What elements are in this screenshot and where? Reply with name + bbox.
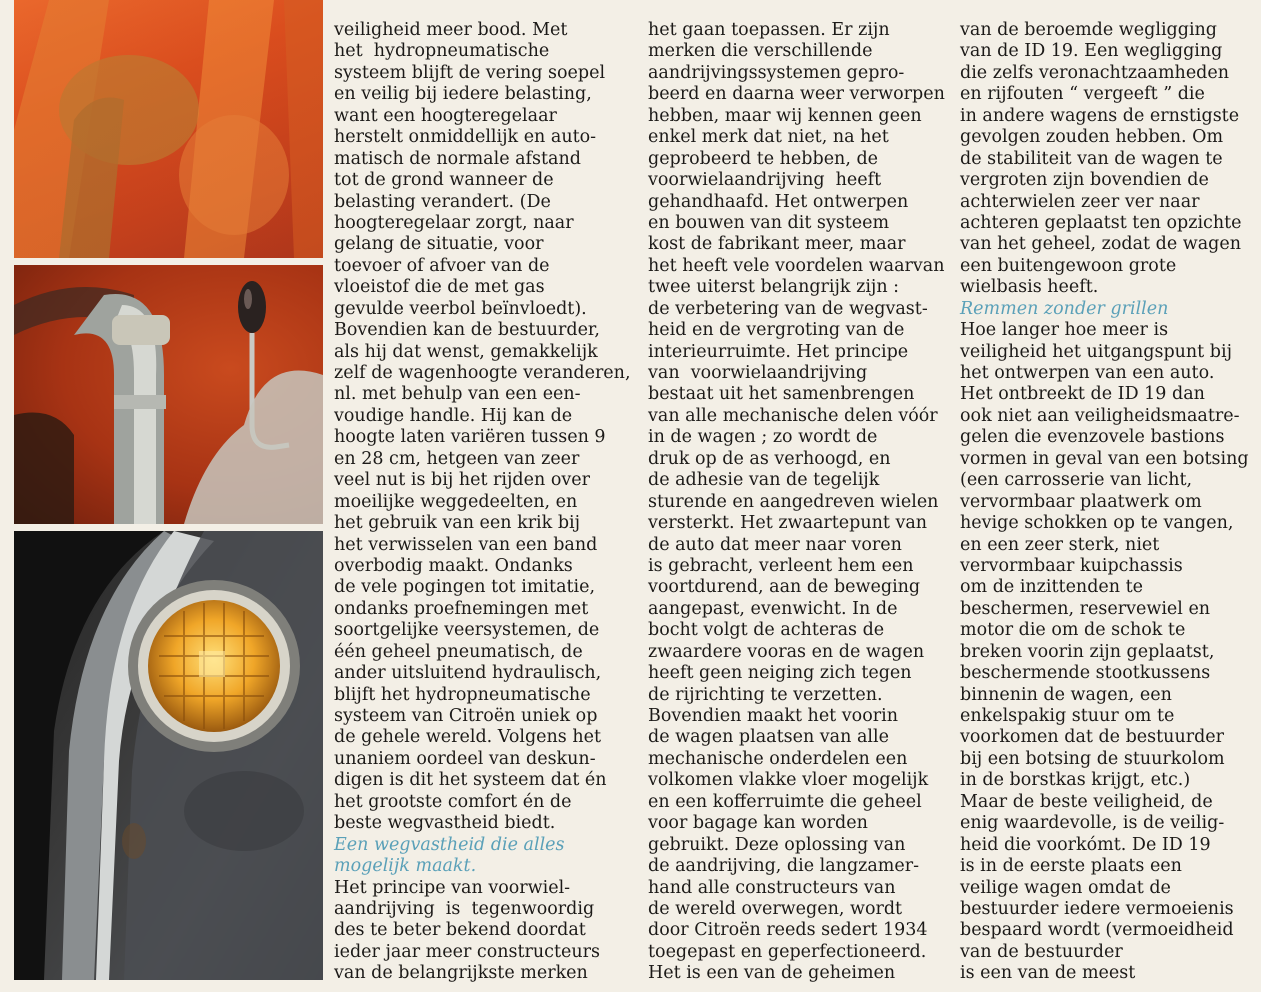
text-line: het gaan toepassen. Er zijn bbox=[648, 20, 890, 40]
text-line: als hij dat wenst, gemakkelijk bbox=[334, 341, 598, 362]
text-line: sturende en aangedreven wielen bbox=[648, 491, 939, 512]
text-line: vervormbaar kuipchassis bbox=[960, 555, 1183, 576]
text-line: interieurruimte. Het principe bbox=[648, 341, 909, 362]
text-line: gelang de situatie, voor bbox=[334, 234, 544, 255]
text-line: vormen in geval van een botsing bbox=[960, 448, 1249, 469]
text-line: ondanks proefnemingen met bbox=[334, 598, 589, 619]
text-line: des te beter bekend doordat bbox=[334, 920, 586, 941]
text-line: de wereld overwegen, wordt bbox=[648, 898, 903, 919]
section-heading-line: Remmen zonder grillen bbox=[960, 298, 1169, 319]
text-line: voorkomen dat de bestuurder bbox=[960, 727, 1225, 748]
text-line: door Citroën reeds sedert 1934 bbox=[648, 920, 928, 941]
text-line: (een carrosserie van licht, bbox=[960, 470, 1193, 491]
text-line: aandrijvingssystemen gepro- bbox=[648, 62, 905, 83]
text-line: voortdurend, aan de beweging bbox=[648, 577, 921, 598]
text-line: het hydropneumatische bbox=[334, 41, 550, 62]
text-line: moeilijke weggedeelten, en bbox=[334, 491, 578, 512]
text-line: het gebruik van een krik bij bbox=[334, 513, 581, 534]
text-line: is gebracht, verleent hem een bbox=[648, 555, 914, 576]
text-line: ieder jaar meer constructeurs bbox=[334, 941, 600, 962]
photo-letters-id bbox=[14, 0, 323, 258]
text-line: vloeistof die de met gas bbox=[334, 277, 545, 298]
text-line: toevoer of afvoer van de bbox=[334, 255, 550, 276]
text-line: nl. met behulp van een een- bbox=[334, 384, 581, 405]
text-line: heid die voorkómt. De ID 19 bbox=[960, 834, 1211, 855]
text-line: breken voorin zijn geplaatst, bbox=[960, 641, 1215, 662]
text-line: de adhesie van de tegelijk bbox=[648, 470, 880, 491]
text-line: het grootste comfort én de bbox=[334, 791, 572, 812]
text-line: is in de eerste plaats een bbox=[960, 856, 1182, 877]
text-line: om de inzittenden te bbox=[960, 577, 1143, 598]
text-line: hevige schokken op te vangen, bbox=[960, 513, 1234, 534]
text-line: en bouwen van dit systeem bbox=[648, 212, 890, 233]
text-line: in andere wagens de ernstigste bbox=[960, 105, 1240, 126]
text-line: gevulde veerbol beïnvloedt). bbox=[334, 298, 587, 319]
text-line: gelen die evenzovele bastions bbox=[960, 427, 1225, 448]
text-line: het verwisselen van een band bbox=[334, 534, 598, 555]
text-line: hoogte laten variëren tussen 9 bbox=[334, 427, 606, 448]
text-line: gevolgen zouden hebben. Om bbox=[960, 127, 1224, 148]
text-line: voorwielaandrijving heeft bbox=[648, 170, 882, 191]
text-line: digen is dit het systeem dat én bbox=[334, 770, 607, 791]
text-line: Maar de beste veiligheid, de bbox=[960, 791, 1213, 812]
text-line: en een kofferruimte die geheel bbox=[648, 791, 922, 812]
text-line: en een zeer sterk, niet bbox=[960, 534, 1160, 555]
text-line: de gehele wereld. Volgens het bbox=[334, 727, 602, 748]
text-line: mechanische onderdelen een bbox=[648, 748, 908, 769]
text-line: en veilig bij iedere belasting, bbox=[334, 84, 592, 105]
text-line: in de wagen ; zo wordt de bbox=[648, 427, 878, 448]
text-line: Bovendien kan de bestuurder, bbox=[334, 320, 600, 341]
text-line: systeem blijft de vering soepel bbox=[334, 62, 606, 83]
text-line: wielbasis heeft. bbox=[960, 277, 1099, 298]
text-line: de auto dat meer naar voren bbox=[648, 534, 902, 555]
text-line: vervormbaar plaatwerk om bbox=[960, 491, 1202, 512]
text-line: motor die om de schok te bbox=[960, 620, 1186, 641]
text-line: soortgelijke veersystemen, de bbox=[334, 620, 600, 641]
text-line: veiligheid meer bood. Met bbox=[334, 20, 568, 40]
text-line: enig waardevolle, is de veilig- bbox=[960, 813, 1225, 834]
text-line: merken die verschillende bbox=[648, 41, 873, 62]
photo-indicator-lamp bbox=[14, 531, 323, 980]
text-line: achterwielen zeer ver naar bbox=[960, 191, 1200, 212]
text-line: van de belangrijkste merken bbox=[334, 963, 588, 984]
text-line: want een hoogteregelaar bbox=[334, 105, 557, 126]
text-line: een buitengewoon grote bbox=[960, 255, 1177, 276]
text-line: binnenin de wagen, een bbox=[960, 684, 1172, 705]
text-line: één geheel pneumatisch, de bbox=[334, 641, 583, 662]
text-line: enkelspakig stuur om te bbox=[960, 706, 1175, 726]
section-heading-line: Een wegvastheid die alles bbox=[334, 834, 565, 855]
text-line: kost de fabrikant meer, maar bbox=[648, 234, 906, 255]
text-line: blijft het hydropneumatische bbox=[334, 684, 591, 705]
text-line: aandrijving is tegenwoordig bbox=[334, 898, 595, 919]
text-line: de vele pogingen tot imitatie, bbox=[334, 577, 596, 598]
text-line: beschermende stootkussens bbox=[960, 663, 1211, 684]
text-line: systeem van Citroën uniek op bbox=[334, 706, 598, 726]
lamp-graphic bbox=[14, 531, 323, 980]
text-line: toegepast en geperfectioneerd. bbox=[648, 941, 927, 962]
text-line: versterkt. Het zwaartepunt van bbox=[648, 513, 928, 534]
text-line: tot de grond wanneer de bbox=[334, 170, 554, 191]
text-line: aangepast, evenwicht. In de bbox=[648, 598, 898, 619]
text-column-2 bbox=[648, 20, 945, 985]
text-line: hebben, maar wij kennen geen bbox=[648, 105, 922, 126]
text-line: bocht volgt de achteras de bbox=[648, 620, 885, 641]
text-line: hoogteregelaar zorgt, naar bbox=[334, 212, 574, 233]
text-line: beerd en daarna weer verworpen bbox=[648, 84, 945, 105]
text-line: de aandrijving, die langzamer- bbox=[648, 856, 920, 877]
text-column-3 bbox=[960, 20, 1250, 985]
text-line: veel nut is bij het rijden over bbox=[334, 470, 590, 491]
text-line: heeft geen neiging zich tegen bbox=[648, 663, 912, 684]
text-line: hand alle constructeurs van bbox=[648, 877, 896, 898]
text-line: bestaat uit het samenbrengen bbox=[648, 384, 915, 405]
text-line: in de borstkas krijgt, etc.) bbox=[960, 770, 1191, 791]
text-column-1 bbox=[334, 20, 631, 985]
text-line: heid en de vergroting van de bbox=[648, 320, 905, 341]
text-line: van de beroemde wegligging bbox=[960, 20, 1218, 40]
text-line: ander uitsluitend hydraulisch, bbox=[334, 663, 602, 684]
letters-graphic bbox=[14, 0, 323, 258]
text-line: Hoe langer hoe meer is bbox=[960, 320, 1169, 341]
photo-height-lever bbox=[14, 265, 323, 524]
text-line: van de ID 19. Een wegligging bbox=[960, 41, 1223, 62]
text-line: twee uiterst belangrijk zijn : bbox=[648, 277, 900, 298]
text-line: volkomen vlakke vloer mogelijk bbox=[648, 770, 929, 791]
text-line: veilige wagen omdat de bbox=[960, 877, 1171, 898]
text-line: beste wegvastheid biedt. bbox=[334, 813, 556, 834]
text-line: zwaardere vooras en de wagen bbox=[648, 641, 925, 662]
text-line: Het ontbreekt de ID 19 dan bbox=[960, 384, 1205, 405]
text-line: en 28 cm, hetgeen van zeer bbox=[334, 448, 580, 469]
text-line: Het principe van voorwiel- bbox=[334, 877, 571, 898]
text-line: veiligheid het uitgangspunt bij bbox=[960, 341, 1233, 362]
text-line: enkel merk dat niet, na het bbox=[648, 127, 889, 148]
text-line: Bovendien maakt het voorin bbox=[648, 706, 898, 726]
text-line: overbodig maakt. Ondanks bbox=[334, 555, 573, 576]
text-line: en rijfouten “ vergeeft ” die bbox=[960, 84, 1205, 105]
text-line: voudige handle. Hij kan de bbox=[334, 405, 573, 426]
lever-graphic bbox=[14, 265, 323, 524]
text-line: bestuurder iedere vermoeienis bbox=[960, 898, 1234, 919]
text-line: die zelfs veronachtzaamheden bbox=[960, 62, 1230, 83]
text-line: het ontwerpen van een auto. bbox=[960, 363, 1215, 383]
text-line: achteren geplaatst ten opzichte bbox=[960, 212, 1242, 233]
text-line: de wagen plaatsen van alle bbox=[648, 727, 889, 748]
text-line: matisch de normale afstand bbox=[334, 148, 581, 169]
text-line: van het geheel, zodat de wagen bbox=[960, 234, 1241, 255]
text-line: Het is een van de geheimen bbox=[648, 963, 896, 984]
text-line: herstelt onmiddellijk en auto- bbox=[334, 127, 597, 148]
text-line: voor bagage kan worden bbox=[648, 813, 868, 834]
text-line: beschermen, reservewiel en bbox=[960, 598, 1211, 619]
text-line: is een van de meest bbox=[960, 963, 1136, 984]
text-line: de verbetering van de wegvast- bbox=[648, 298, 928, 319]
text-line: zelf de wagenhoogte veranderen, bbox=[334, 363, 631, 383]
text-line: bespaard wordt (vermoeidheid bbox=[960, 920, 1234, 941]
text-line: de stabiliteit van de wagen te bbox=[960, 148, 1223, 169]
text-line: druk op de as verhoogd, en bbox=[648, 448, 891, 469]
text-line: unaniem oordeel van deskun- bbox=[334, 748, 596, 769]
text-line: van de bestuurder bbox=[960, 941, 1123, 962]
section-heading-line: mogelijk maakt. bbox=[334, 856, 477, 877]
text-line: van alle mechanische delen vóór bbox=[648, 405, 938, 426]
text-line: gebruikt. Deze oplossing van bbox=[648, 834, 906, 855]
text-line: bij een botsing de stuurkolom bbox=[960, 748, 1225, 769]
text-line: belasting verandert. (De bbox=[334, 191, 551, 212]
text-line: de rijrichting te verzetten. bbox=[648, 684, 883, 705]
text-line: vergroten zijn bovendien de bbox=[960, 170, 1209, 191]
text-line: van voorwielaandrijving bbox=[648, 363, 868, 383]
text-line: geprobeerd te hebben, de bbox=[648, 148, 879, 169]
text-line: gehandhaafd. Het ontwerpen bbox=[648, 191, 909, 212]
text-line: het heeft vele voordelen waarvan bbox=[648, 255, 945, 276]
text-line: ook niet aan veiligheidsmaatre- bbox=[960, 405, 1240, 426]
